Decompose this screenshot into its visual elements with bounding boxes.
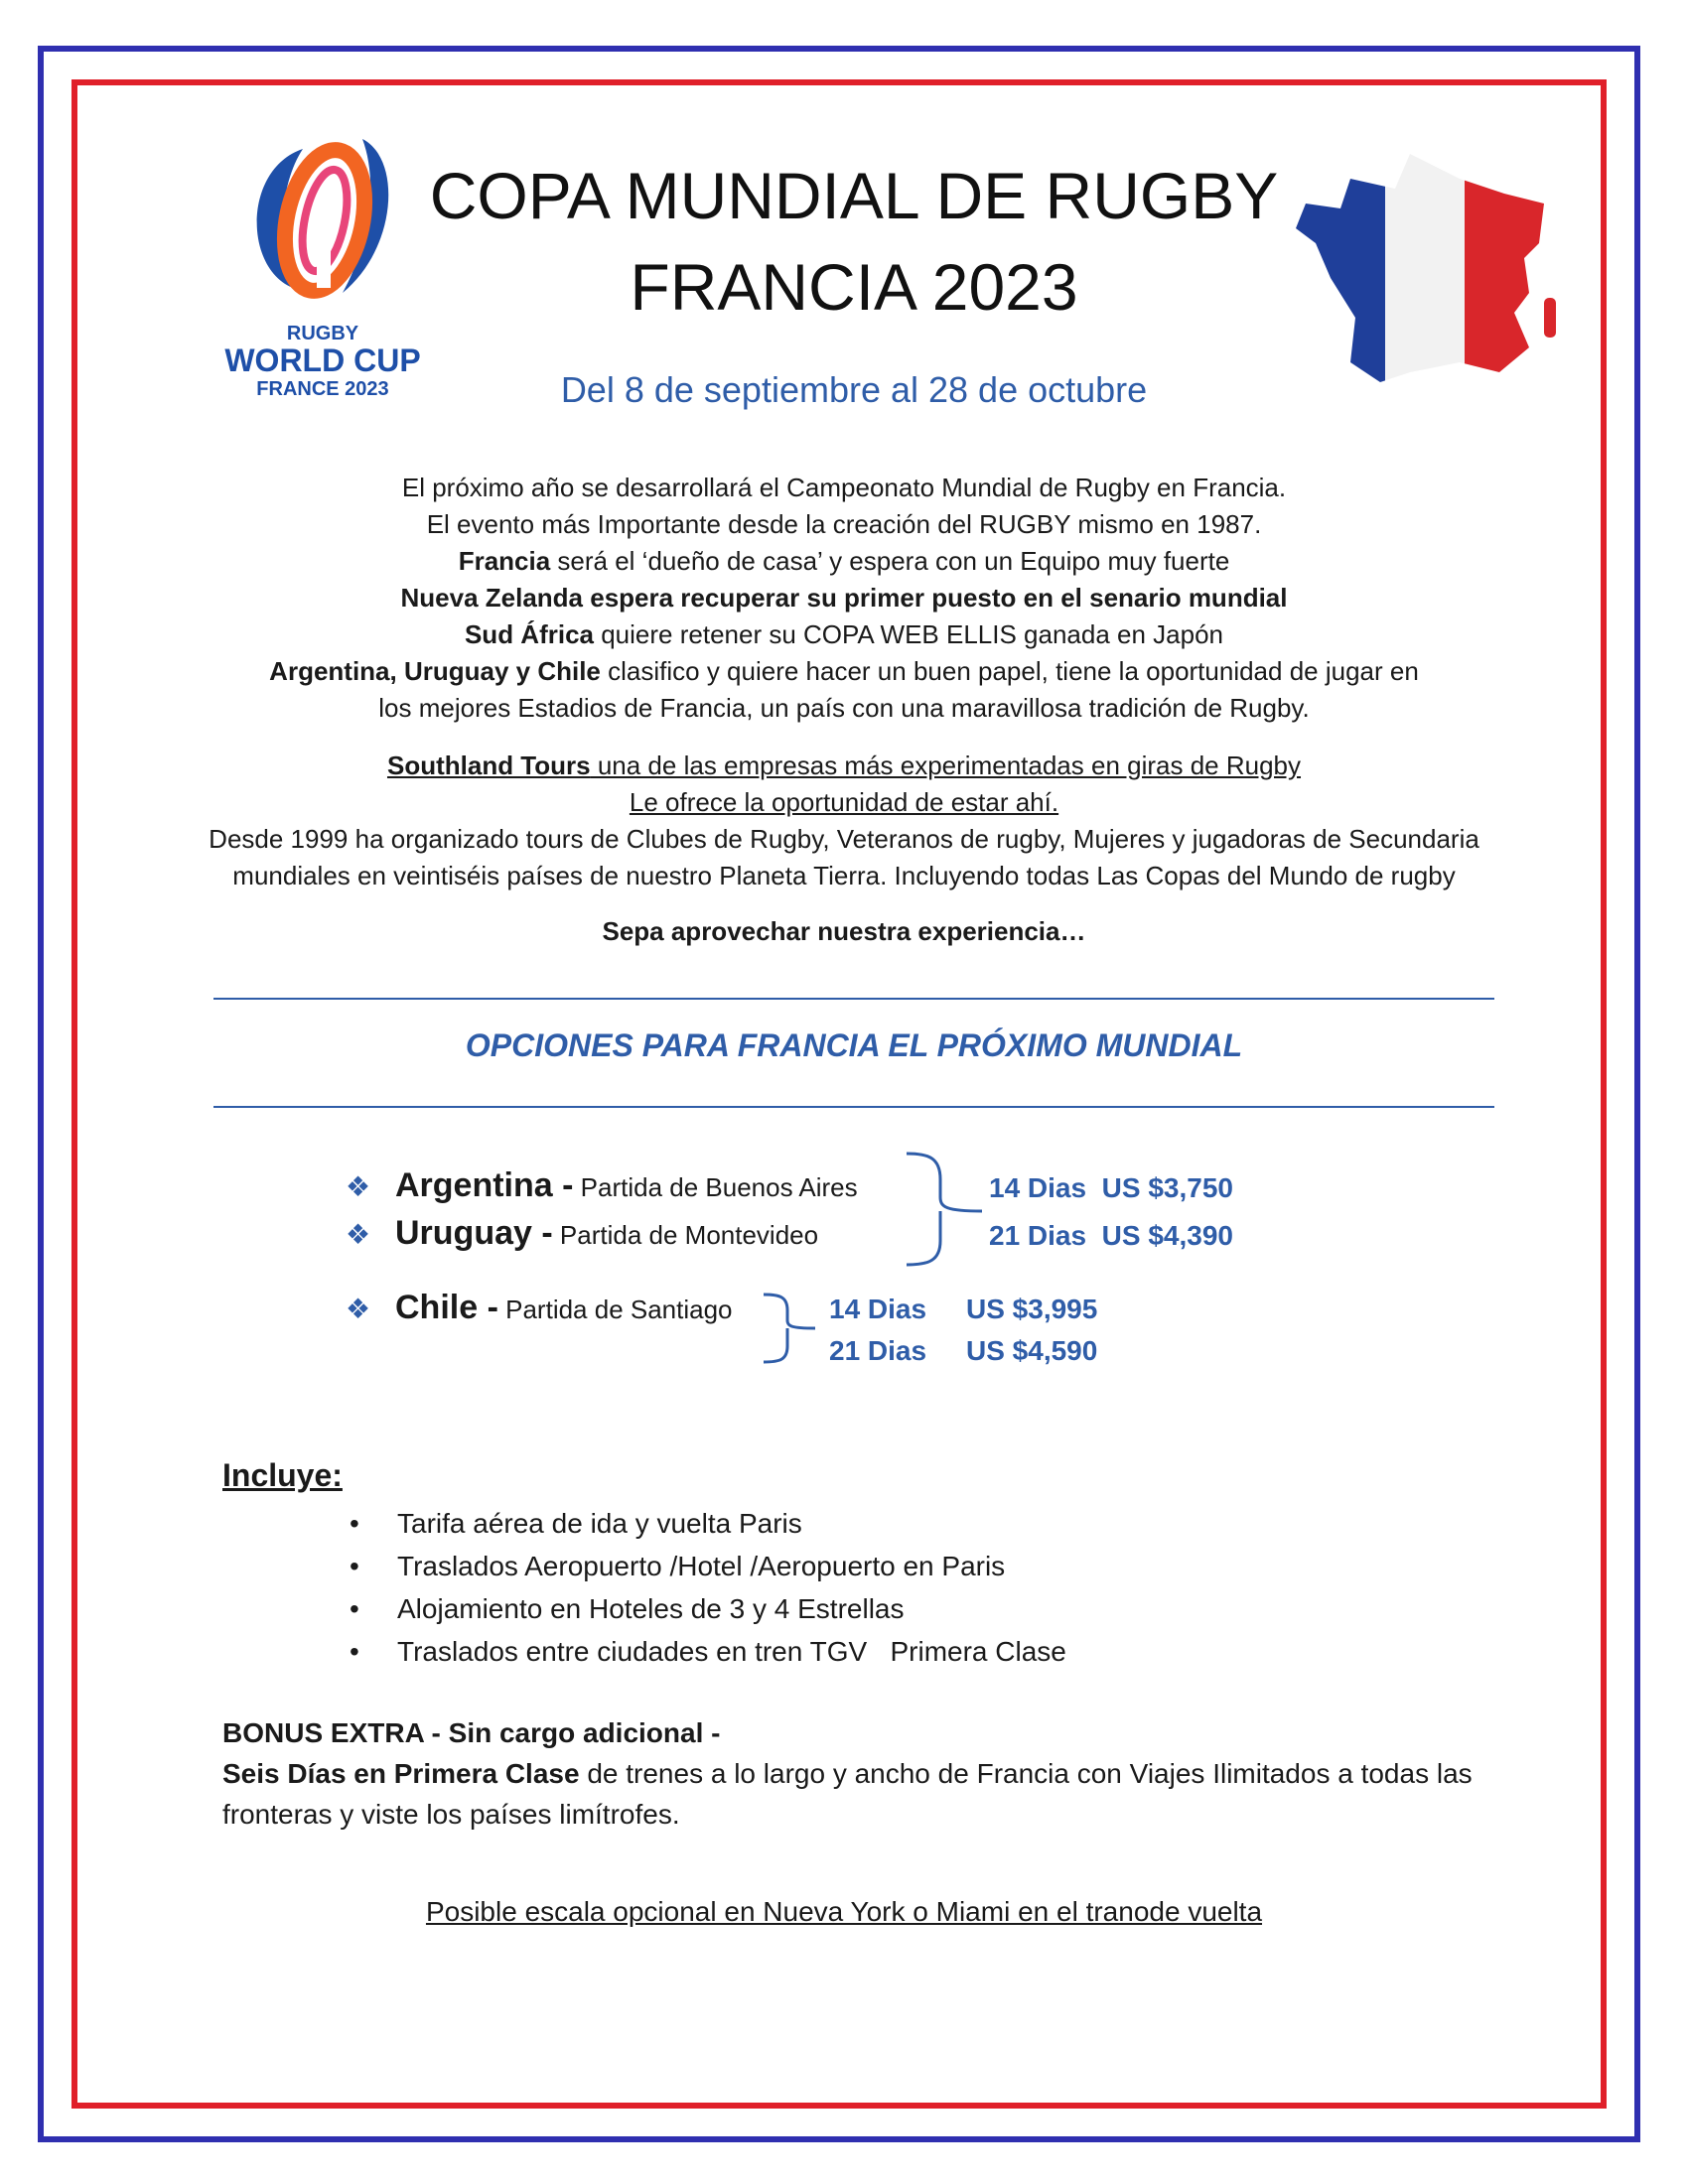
intro-line [139, 543, 1549, 580]
company-line [139, 748, 1549, 784]
logo-emblem [257, 139, 389, 298]
company-paragraph [139, 748, 1549, 894]
list-item-text: Alojamiento en Hoteles de 3 y 4 Estrellas [397, 1593, 905, 1624]
price-amount: US $3,750 [1101, 1172, 1233, 1203]
price-days: 21 Dias [989, 1220, 1087, 1251]
diamond-bullet-icon: ❖ [346, 1171, 371, 1202]
brace-icon [899, 1150, 988, 1269]
intro-line [139, 653, 1549, 690]
option-uruguay [346, 1214, 818, 1253]
page-title-line1: COPA MUNDIAL DE RUGBY [429, 159, 1279, 232]
price-days: 21 Dias [829, 1335, 927, 1366]
logo-text-rugby: RUGBY [286, 323, 359, 344]
logo-text-france-2023: FRANCE 2023 [256, 378, 389, 400]
intro-line: El evento más Importante desde la creación del RUGBY mismo en 1987. [426, 509, 1262, 539]
intro-text: será el ‘dueño de casa’ y espera con un Equipo muy fuerte [550, 546, 1230, 576]
diamond-bullet-icon: ❖ [346, 1219, 371, 1250]
company-line [139, 784, 1549, 821]
company-text: Le ofrece la oportunidad de estar ahí. [629, 787, 1059, 817]
options-heading: OPCIONES PARA FRANCIA EL PRÓXIMO MUNDIAL [465, 1027, 1243, 1063]
option-country: Uruguay - [395, 1214, 553, 1252]
bonus-section [222, 1712, 1553, 1835]
bonus-heading [222, 1712, 1553, 1753]
intro-text: quiere retener su COPA WEB ELLIS ganada en Japón [594, 619, 1224, 649]
price-chile-14 [829, 1294, 1097, 1325]
bullet-icon: • [350, 1593, 359, 1624]
company-line: Desde 1999 ha organizado tours de Clubes de Rugby, Veteranos de rugby, Mujeres y jugadoras de Secundaria [209, 824, 1479, 854]
bullet-icon: • [350, 1551, 359, 1581]
intro-bold: Nueva Zelanda espera recuperar su primer puesto en el senario mundial [400, 583, 1288, 613]
bonus-heading-text: BONUS EXTRA - Sin cargo adicional - [222, 1717, 721, 1748]
intro-bold: Argentina, Uruguay y Chile [269, 656, 601, 686]
divider [213, 1106, 1494, 1108]
diamond-bullet-icon: ❖ [346, 1294, 371, 1324]
list-item-text: Traslados Aeropuerto /Hotel /Aeropuerto en Paris [397, 1551, 1006, 1581]
includes-heading: Incluye: [222, 1457, 343, 1493]
company-name: Southland Tours [386, 751, 591, 780]
company-line: mundiales en veintiséis países de nuestro Planeta Tierra. Incluyendo todas Las Copas del Mundo de rugby [232, 861, 1456, 890]
price-amount: US $4,590 [966, 1335, 1098, 1366]
bonus-text [222, 1753, 1553, 1835]
france-flag-map-icon [1291, 149, 1559, 397]
option-departure: Partida de Santiago [497, 1295, 733, 1324]
list-item [350, 1545, 1066, 1587]
list-item-text: Tarifa aérea de ida y vuelta Paris [397, 1508, 802, 1539]
intro-bold: Francia [458, 546, 551, 576]
intro-line: El próximo año se desarrollará el Campeonato Mundial de Rugby en Francia. [401, 473, 1287, 502]
price-argentina-uruguay-21 [989, 1220, 1233, 1252]
option-country: Chile - [395, 1289, 498, 1326]
price-amount: US $3,995 [966, 1294, 1098, 1324]
intro-bold: Sud África [464, 619, 594, 649]
intro-line [139, 580, 1549, 616]
company-text: una de las empresas más experimentadas en giras de Rugby [590, 751, 1302, 780]
option-departure: Partida de Buenos Aires [573, 1172, 858, 1202]
intro-line: los mejores Estadios de Francia, un país con una maravillosa tradición de Rugby. [378, 693, 1310, 723]
list-item-text: Traslados entre ciudades en tren TGV Primera Clase [397, 1636, 1066, 1667]
price-amount: US $4,390 [1101, 1220, 1233, 1251]
divider [213, 998, 1494, 1000]
brace-icon [760, 1291, 819, 1366]
logo-text-world-cup: WORLD CUP [224, 342, 421, 378]
price-chile-21 [829, 1335, 1097, 1367]
list-item [350, 1630, 1066, 1673]
intro-text: clasifico y quiere hacer un buen papel, tiene la oportunidad de jugar en [600, 656, 1419, 686]
price-days: 14 Dias [989, 1172, 1087, 1203]
tagline: Sepa aprovechar nuestra experiencia… [602, 916, 1086, 946]
list-item [350, 1587, 1066, 1630]
option-argentina [346, 1166, 858, 1205]
bullet-icon: • [350, 1636, 359, 1667]
event-dates: Del 8 de septiembre al 28 de octubre [560, 369, 1148, 410]
bullet-icon: • [350, 1508, 359, 1539]
page-title-line2: FRANCIA 2023 [630, 250, 1078, 324]
intro-line [139, 616, 1549, 653]
option-chile [346, 1289, 733, 1327]
option-country: Argentina - [395, 1166, 574, 1204]
intro-paragraph [139, 470, 1549, 727]
option-departure: Partida de Montevideo [552, 1220, 819, 1250]
bonus-rest: de trenes a lo largo y ancho de Francia con Viajes Ilimitados a todas las fronteras y viste los países limítrofes. [222, 1758, 1473, 1830]
price-days: 14 Dias [829, 1294, 927, 1324]
includes-list [350, 1502, 1066, 1673]
price-argentina-uruguay-14 [989, 1172, 1233, 1204]
footer-note: Posible escala opcional en Nueva York o Miami en el tranode vuelta [425, 1896, 1263, 1927]
list-item [350, 1502, 1066, 1545]
bonus-bold: Seis Días en Primera Clase [222, 1758, 580, 1789]
